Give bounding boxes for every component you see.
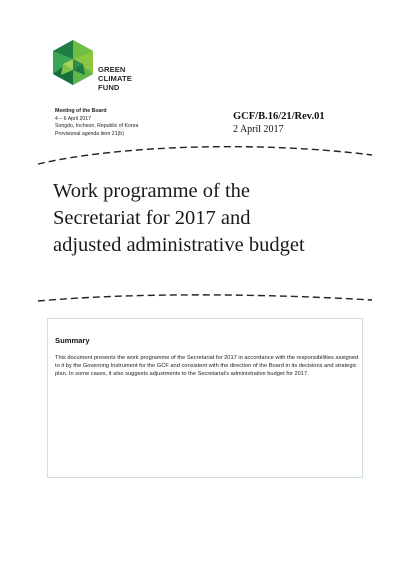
title-line-1: Work programme of the — [53, 180, 251, 202]
document-reference — [233, 111, 373, 136]
logo-line-1: GREEN — [98, 65, 126, 74]
summary-heading: Summary — [55, 336, 90, 345]
summary-box — [47, 318, 363, 478]
meeting-dates: 4 – 6 April 2017 — [55, 115, 92, 122]
logo-line-2: CLIMATE — [98, 74, 132, 83]
meeting-agenda-item: Provisional agenda item 21(b) — [55, 130, 124, 137]
globe-logo-icon — [49, 39, 97, 87]
title-line-2: Secretariat for 2017 and — [53, 207, 251, 229]
title-line-3: adjusted administrative budget — [53, 234, 305, 256]
meeting-title: Meeting of the Board — [55, 108, 107, 114]
document-title — [53, 178, 383, 259]
logo-line-3: FUND — [98, 83, 120, 92]
green-climate-fund-logo — [49, 39, 159, 109]
top-dashed-divider — [0, 141, 414, 171]
document-date: 2 April 2017 — [233, 124, 284, 135]
summary-text: This document presents the work programme of the Secretariat for 2017 in accordance with the responsibilities assigned to it by the Governing Instrument for the GCF and consistent with the direction of the Board in its decisions and strategic plan. In some cases, it also suggests adjustments to the Secretariat's administrative budget for 2017. — [55, 355, 359, 377]
logo-wordmark — [98, 65, 168, 92]
meeting-info — [55, 108, 215, 138]
document-code: GCF/B.16/21/Rev.01 — [233, 111, 325, 122]
meeting-location: Songdo, Incheon, Republic of Korea — [55, 123, 139, 130]
bottom-dashed-divider — [0, 284, 414, 314]
